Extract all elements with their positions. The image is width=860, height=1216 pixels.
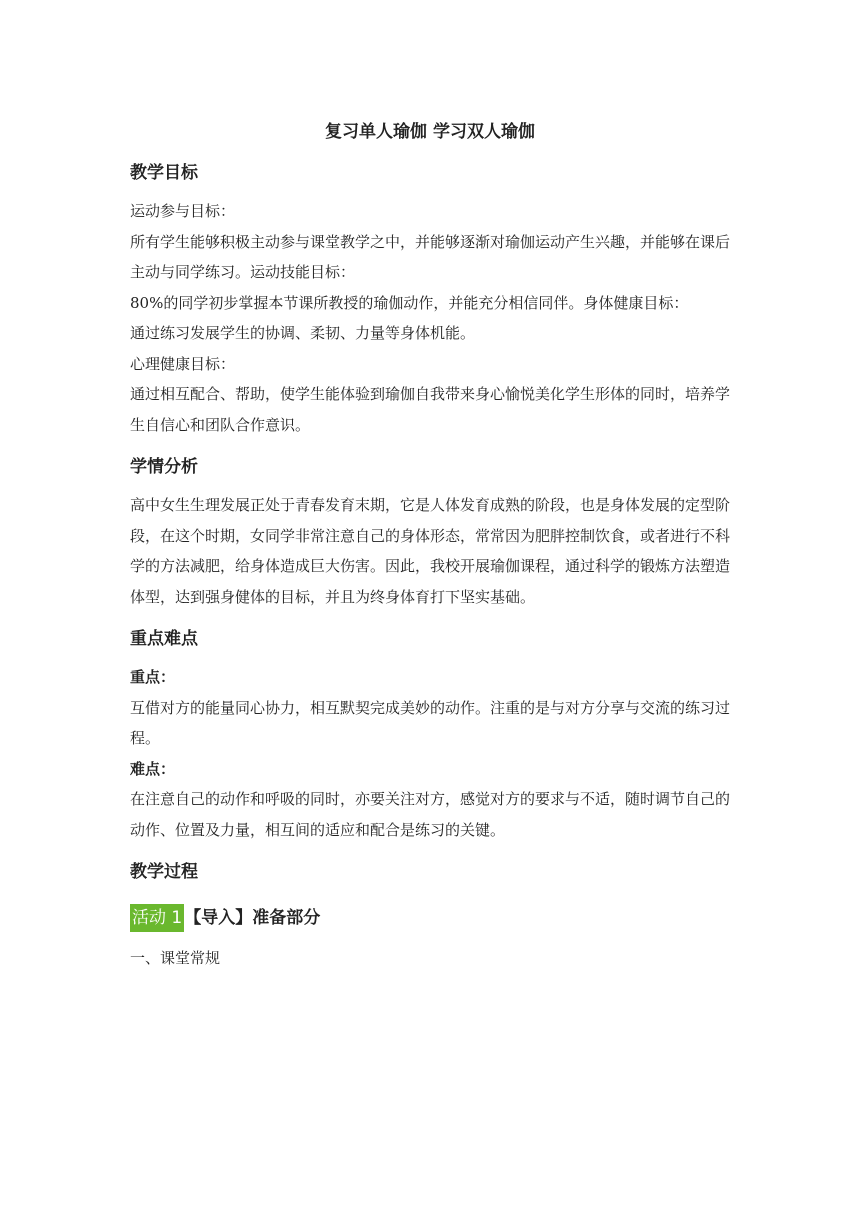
objective-line: 心理健康目标： (130, 354, 236, 373)
objective-line: 通过练习发展学生的协调、柔韧、力量等身体机能。 (130, 324, 476, 342)
document-title: 复习单人瑜伽 学习双人瑜伽 (325, 122, 535, 142)
analysis-heading: 学情分析 (130, 457, 198, 477)
difficulty-label: 难点： (130, 759, 176, 778)
analysis-paragraph: 高中女生生理发展正处于青春发育末期，它是人体发育成熟的阶段，也是身体发展的定型阶段，在这个时期，女同学非常注意自己的身体形态，常常因为肥胖控制饮食，或者进行不科学的方法减肥，给身体造成巨大伤害。因此，我校开展瑜伽课程，通过科学的锻炼方法塑造体型，达到强身健体的目标，并且为终身体育打下坚实基础。 (130, 496, 731, 606)
document-body (130, 160, 730, 974)
focus-label: 重点： (130, 668, 176, 686)
objectives-heading: 教学目标 (130, 163, 198, 183)
activity-badge: 活动 1 (130, 904, 184, 932)
objective-line: 所有学生能够积极主动参与课堂教学之中，并能够逐渐对瑜伽运动产生兴趣，并能够在课后主动与同学练习。运动技能目标： (130, 232, 731, 281)
activity-title: 【导入】准备部分 (184, 908, 321, 928)
key-points-heading: 重点难点 (130, 629, 198, 649)
objective-line: 通过相互配合、帮助，使学生能体验到瑜伽自我带来身心愉悦美化学生形体的同时，培养学生自信心和团队合作意识。 (130, 385, 731, 434)
focus-text: 互借对方的能量同心协力，相互默契完成美妙的动作。注重的是与对方分享与交流的练习过程。 (130, 698, 731, 747)
process-heading: 教学过程 (130, 862, 198, 882)
objective-line: 80%的同学初步掌握本节课所教授的瑜伽动作，并能充分相信同伴。身体健康目标： (130, 293, 689, 312)
objective-line: 运动参与目标： (130, 202, 236, 220)
process-item: 一、课堂常规 (130, 949, 221, 967)
difficulty-text: 在注意自己的动作和呼吸的同时，亦要关注对方，感觉对方的要求与不适，随时调节自己的动作、位置及力量，相互间的适应和配合是练习的关键。 (130, 790, 731, 839)
activity-heading (130, 903, 730, 933)
